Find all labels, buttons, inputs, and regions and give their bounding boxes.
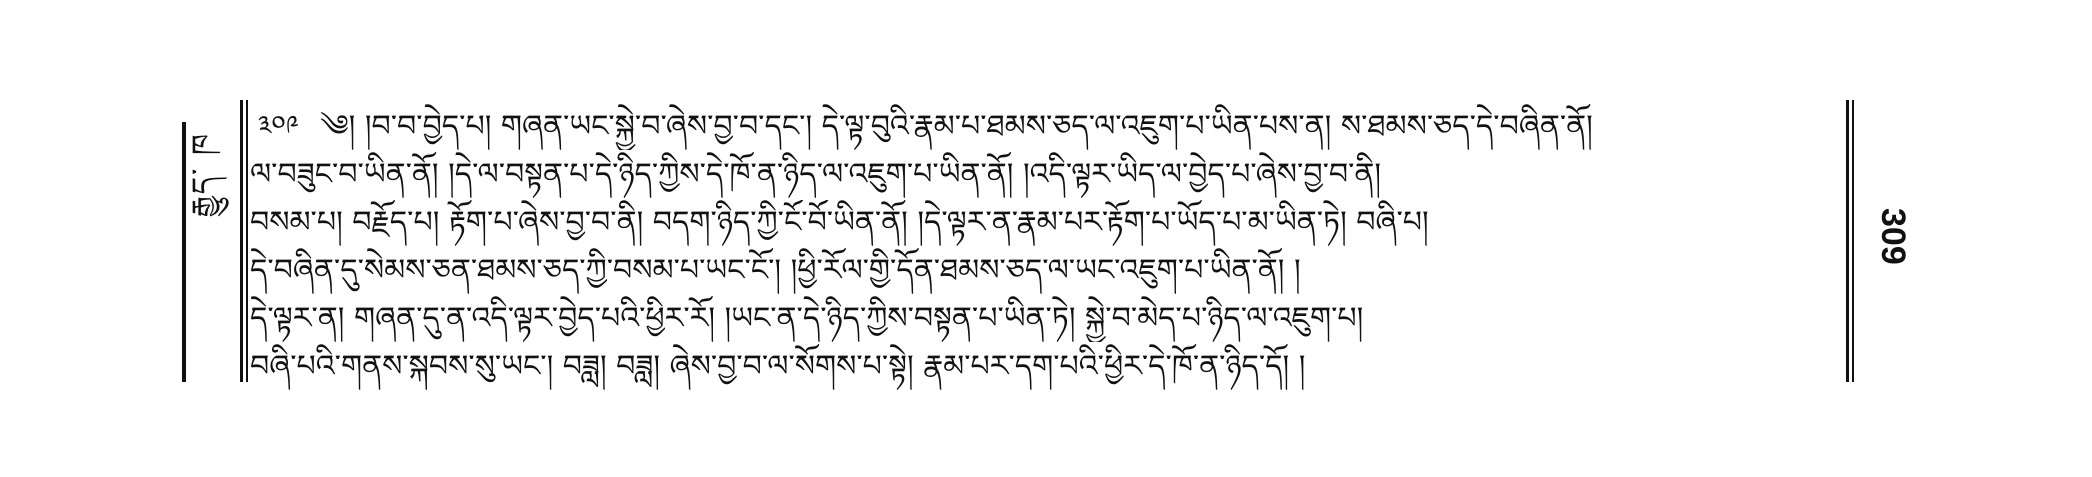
text-line-3: བསམ་པ། བརྗོད་པ། རྟོག་པ་ཞེས་བྱ་བ་ནི། བདག་ཉིད་ཀྱི་ངོ་བོ་ཡིན་ནོ། །དེ་ལྟར་ན་རྣམ་པར་རྟོག་པ་ཡོད་པ་མ་ཡིན་ཏེ། བཞི་པ། bbox=[250, 205, 1429, 240]
arabic-page-number: 309 bbox=[1874, 208, 1912, 265]
text-line-1: ༄། །བ་བ་བྱེད་པ། གཞན་ཡང་སྐྱེ་བ་ཞེས་བྱ་བ་དང་། དེ་ལྟ་བུའི་རྣམ་པ་ཐམས་ཅད་ལ་འཇུག་པ་ཡིན་པས་ན། ས་ཐམས་ཅད་དེ་བཞིན་ནོ། bbox=[320, 109, 1593, 144]
tibetan-text-block bbox=[250, 104, 1860, 384]
left-margin-text: རྒྱུད་ ཁ bbox=[186, 132, 221, 218]
text-line-5: དེ་ལྟར་ན། གཞན་དུ་ན་འདི་ལྟར་བྱེད་པའི་ཕྱིར་རོ། །ཡང་ན་དེ་ཉིད་ཀྱིས་བསྟན་པ་ཡིན་ཏེ། སྐྱེ་བ་མེད་པ་ཉིད་ལ་འཇུག་པ། bbox=[250, 301, 1364, 336]
tibetan-page-number: ༣༠༩ bbox=[258, 111, 299, 141]
left-border-rule-inner-2 bbox=[246, 100, 248, 382]
text-line-2: ལ་བཟུང་བ་ཡིན་ནོ། །དེ་ལ་བསྟན་པ་དེ་ཉིད་ཀྱིས་དེ་ཁོ་ན་ཉིད་ལ་འཇུག་པ་ཡིན་ནོ། །འདི་ལྟར་ཡིད་ལ་བྱེད་པ་ཞེས་བྱ་བ་ནི། bbox=[250, 157, 1382, 192]
text-line-4: དེ་བཞིན་དུ་སེམས་ཅན་ཐམས་ཅད་ཀྱི་བསམ་པ་ཡང་ངོ་། །ཕྱི་རོལ་གྱི་དོན་ཐམས་ཅད་ལ་ཡང་འཇུག་པ་ཡིན་ནོ། ། bbox=[250, 253, 1301, 288]
left-border-rule-inner bbox=[240, 100, 243, 382]
left-margin-label bbox=[178, 132, 230, 382]
text-line-6: བཞི་པའི་གནས་སྐབས་སུ་ཡང་། བཟླ། བཟླ། ཞེས་བྱ་བ་ལ་སོགས་པ་སྟེ། རྣམ་པར་དག་པའི་ཕྱིར་དེ་ཁོ་ན་ཉིད་དོ། ། bbox=[250, 349, 1306, 384]
